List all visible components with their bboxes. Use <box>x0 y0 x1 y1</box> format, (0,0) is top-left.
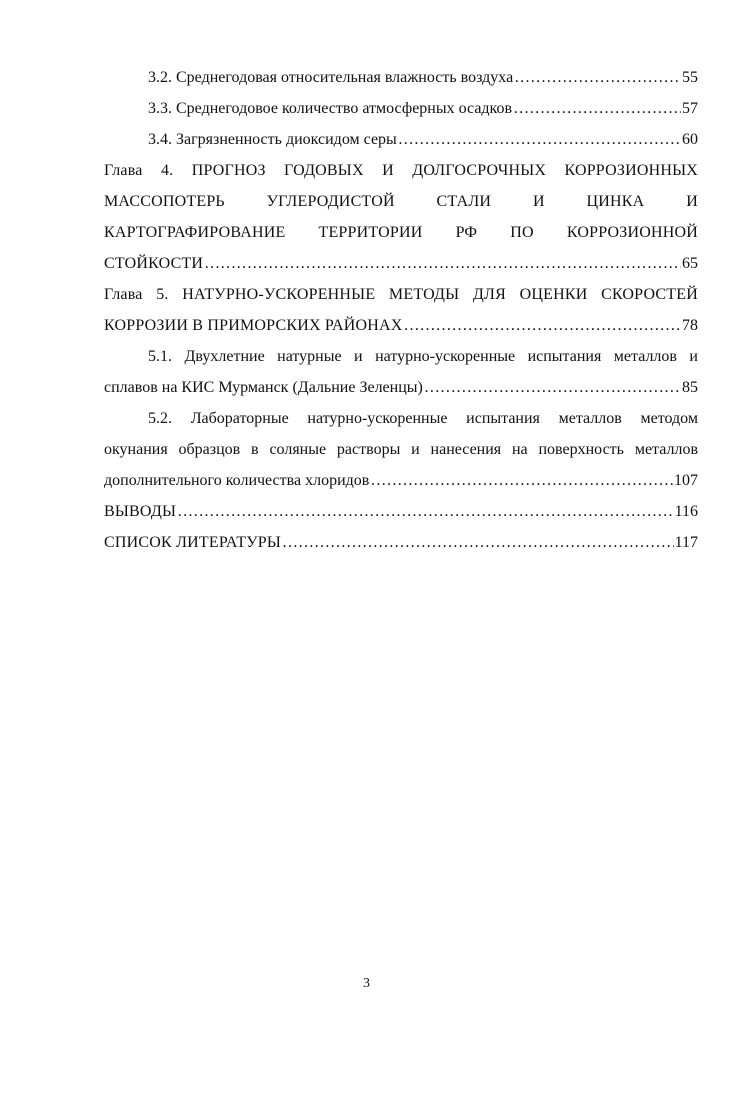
dot-leader <box>404 310 682 341</box>
dot-leader <box>282 527 674 558</box>
toc-entry-3-3 <box>104 93 698 124</box>
toc-entry-line: Глава 4. ПРОГНОЗ ГОДОВЫХ И ДОЛГОСРОЧНЫХ КОРРОЗИОННЫХ <box>104 162 698 179</box>
toc-entry-line: 5.2. Лабораторные натурно-ускоренные испытания металлов методом <box>148 410 698 427</box>
toc-entry-conclusions <box>104 496 698 527</box>
toc-entry-references <box>104 527 698 558</box>
toc-entry-text: СПИСОК ЛИТЕРАТУРЫ <box>104 534 281 551</box>
toc-entry-5-2 <box>104 403 698 496</box>
dot-leader <box>398 124 681 155</box>
toc-entry-last-line <box>104 310 698 341</box>
toc-page-number: 65 <box>682 255 698 272</box>
toc-entry-text: КОРРОЗИИ В ПРИМОРСКИХ РАЙОНАХ <box>104 317 403 334</box>
toc-page-number: 57 <box>682 100 698 117</box>
dot-leader <box>514 62 681 93</box>
toc-page-number: 85 <box>682 379 698 396</box>
toc-page-number: 60 <box>682 131 698 148</box>
toc-entry-text: дополнительного количества хлоридов <box>104 472 370 489</box>
dot-leader <box>204 248 681 279</box>
toc-page-number: 107 <box>674 472 698 489</box>
toc-page-number: 117 <box>674 534 698 551</box>
toc-entry-5-1 <box>104 341 698 403</box>
dot-leader <box>177 496 673 527</box>
dot-leader <box>424 372 681 403</box>
toc-entry-text: СТОЙКОСТИ <box>104 255 204 272</box>
toc-entry-3-2 <box>104 62 698 93</box>
toc-entry-text: 3.4. Загрязненность диоксидом серы <box>148 131 397 148</box>
dot-leader <box>513 93 681 124</box>
toc-entry-line: МАССОПОТЕРЬ УГЛЕРОДИСТОЙ СТАЛИ И ЦИНКА И <box>104 193 698 210</box>
dot-leader <box>370 465 673 496</box>
toc-entry-text: ВЫВОДЫ <box>104 503 177 520</box>
toc-entry-line: Глава 5. НАТУРНО-УСКОРЕННЫЕ МЕТОДЫ ДЛЯ ОЦЕНКИ СКОРОСТЕЙ <box>104 286 698 303</box>
toc-entry-last-line <box>104 372 698 403</box>
toc-entry-text: 3.3. Среднегодовое количество атмосферных осадков <box>148 100 513 117</box>
toc-entry-chapter-4 <box>104 155 698 279</box>
table-of-contents <box>104 62 698 558</box>
toc-entry-chapter-5 <box>104 279 698 341</box>
page-number: 3 <box>363 976 370 991</box>
toc-entry-text: 3.2. Среднегодовая относительная влажность воздуха <box>148 69 514 86</box>
toc-entry-text: сплавов на КИС Мурманск (Дальние Зеленцы) <box>104 379 423 396</box>
toc-entry-line: КАРТОГРАФИРОВАНИЕ ТЕРРИТОРИИ РФ ПО КОРРОЗИОННОЙ <box>104 224 698 241</box>
toc-entry-last-line <box>104 248 698 279</box>
toc-entry-last-line <box>104 465 698 496</box>
toc-page-number: 116 <box>674 503 698 520</box>
toc-entry-line: окунания образцов в соляные растворы и нанесения на поверхность металлов <box>104 441 698 458</box>
toc-page-number: 55 <box>682 69 698 86</box>
toc-entry-line: 5.1. Двухлетние натурные и натурно-ускоренные испытания металлов и <box>148 348 698 365</box>
toc-page-number: 78 <box>682 317 698 334</box>
toc-entry-3-4 <box>104 124 698 155</box>
